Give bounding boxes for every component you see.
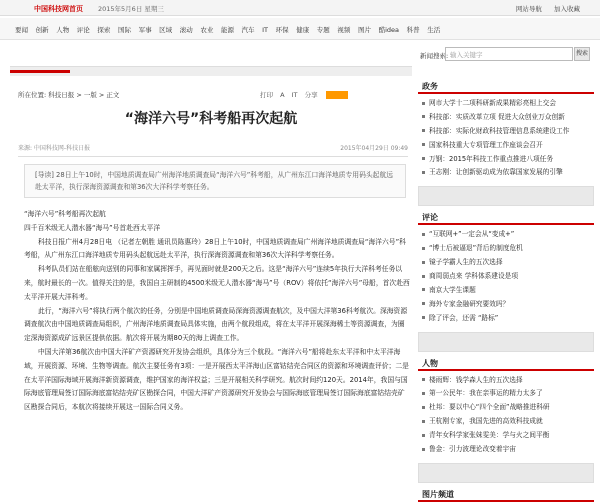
sidebar-link[interactable]: 海外专家金融研究要效吗？ <box>422 298 594 312</box>
top-bar <box>0 0 600 16</box>
nav-item[interactable]: 专题 <box>316 26 330 34</box>
bullet-icon <box>422 275 425 278</box>
main-nav <box>0 18 600 40</box>
bullet-icon <box>422 302 425 305</box>
sidebar-link[interactable]: 万钢：2015年科技工作重点推进八项任务 <box>422 153 594 167</box>
sidebar-list <box>418 94 594 183</box>
sidebar-link[interactable]: 楼雨辉：钱学森人生的五次选择 <box>422 374 594 388</box>
nav-item[interactable]: 探索 <box>97 26 111 34</box>
nav-item[interactable]: 酷idea <box>378 26 399 34</box>
nav-item[interactable]: 评论 <box>76 26 90 34</box>
sidebar-link[interactable]: 镜子学霸人生的五次选择 <box>422 256 594 270</box>
bullet-icon <box>422 316 425 319</box>
bullet-icon <box>422 434 425 437</box>
divider <box>18 156 408 157</box>
article-paragraph: 四千百米级无人潜水器“海马”号首赴西太平洋 <box>24 223 161 232</box>
bullet-icon <box>422 448 425 451</box>
nav-item[interactable]: 区域 <box>159 26 173 34</box>
search-label: 新闻搜索: <box>420 52 449 60</box>
sidebar-section-title: 评论 <box>418 209 594 225</box>
nav-item[interactable]: 健康 <box>296 26 310 34</box>
banner-strip <box>10 66 412 76</box>
share-label: 分享 <box>304 91 318 99</box>
sidebar-section-title: 政务 <box>418 78 594 94</box>
nav-list <box>15 25 448 34</box>
article-time: 2015年04月29日 09:49 <box>340 145 408 152</box>
nav-item[interactable]: 图片 <box>357 26 371 34</box>
sidebar-link[interactable]: 王杭刚专家，我国先进的高效科技成就 <box>422 415 594 429</box>
bullet-icon <box>422 406 425 409</box>
bullet-icon <box>422 157 425 160</box>
article-paragraph: “海洋六号”科考船再次起航 <box>24 210 106 218</box>
bullet-icon <box>422 247 425 250</box>
font-size-button[interactable]: A <box>280 91 285 99</box>
article-lead: [导读] 28日上午10时，中国地质调查局广州海洋地质调查局“海洋六号”科考船，从广州东江口海洋地质专用码头起航远赴太平洋，执行深海资源调查和第36次大洋科学考察任务。 <box>24 164 406 198</box>
banner-accent <box>10 70 70 73</box>
sidebar-link[interactable]: 青年女科学家张妹雯美：学与火之间平衡 <box>422 429 594 443</box>
breadcrumb: 所在位置: 科技日报 > 一版 > 正文 <box>18 91 120 99</box>
sidebar-link[interactable]: 科技部：实质改革立项 促进大众创业万众创新 <box>422 111 594 125</box>
sidebar-list <box>418 371 594 460</box>
ad-slot[interactable] <box>418 463 594 483</box>
add-favorite-link[interactable]: 加入收藏 <box>554 5 580 13</box>
article-paragraph: 科考队员们站在船舷向送别的同事和家属挥挥手，再见面时就是200天之后。这是“海洋六号”连续5年执行大洋科考任务以来，航时最长的一次。值得关注的是，我国自主研制的4500米级无人潜水器“海马”号（ROV）将依托“海洋六号”母船，首次赴西太平洋开展大洋科考。 <box>24 265 410 301</box>
sidebar-link[interactable]: 第一公民年：我在亲事运的精力太多了 <box>422 387 594 401</box>
bullet-icon <box>422 171 425 174</box>
bullet-icon <box>422 129 425 132</box>
article-source: 来源: 中国科技网-科技日报 <box>18 145 91 152</box>
sidebar-link[interactable]: 除了评会，还需 “路标” <box>422 312 594 326</box>
nav-item[interactable]: 汽车 <box>241 26 255 34</box>
nav-item[interactable]: 创新 <box>35 26 49 34</box>
nav-item[interactable]: 生活 <box>427 26 441 34</box>
sidebar-section-title: 人物 <box>418 355 594 371</box>
sidebar-link[interactable]: 南京大学生课题 <box>422 284 594 298</box>
nav-item[interactable]: 环保 <box>275 26 289 34</box>
sidebar <box>418 78 594 502</box>
article-paragraph: 此行，“海洋六号”将执行两个航次的任务，分别是中国地质调查局深海资源调查航次，及中国大洋第36科考航次。深海资源调查航次由中国地质调查局组织，广州海洋地质调查局具体实施，由两个航段组成，将在太平洋开展深海稀土等资源调查，为圈定深海资源成矿远景区提供依据。航次将开展为期80天的海上调查工作。 <box>24 306 408 343</box>
search-row <box>0 44 600 64</box>
top-links <box>506 4 580 13</box>
bullet-icon <box>422 233 425 236</box>
font-style-button[interactable]: IT <box>291 91 298 99</box>
nav-item[interactable]: 要闻 <box>15 26 28 34</box>
sidebar-link[interactable]: 王志刚：让创新驱动成为依靠国家发展的引擎 <box>422 166 594 180</box>
sidebar-link[interactable]: 国家科技重大专项管理工作座谈会召开 <box>422 139 594 153</box>
bullet-icon <box>422 378 425 381</box>
home-link[interactable]: 中国科技网首页 <box>34 5 83 13</box>
sidebar-section-title: 图片频道 <box>418 486 594 502</box>
print-button[interactable]: 打印 <box>260 91 273 99</box>
nav-item[interactable]: 能源 <box>220 26 234 34</box>
sidebar-link[interactable]: 商周弱点来 学科体系建设是项 <box>422 270 594 284</box>
article-body <box>24 208 410 415</box>
sidebar-link[interactable]: 科技部：实际化财政科技管理信息系统建设工作 <box>422 125 594 139</box>
nav-item[interactable]: 人物 <box>56 26 70 34</box>
nav-item[interactable]: 科普 <box>406 26 420 34</box>
nav-item[interactable]: 视频 <box>337 26 351 34</box>
nav-item[interactable]: IT <box>262 26 269 34</box>
sidebar-link[interactable]: “互联网+”一定会从“变成+” <box>422 228 594 242</box>
bullet-icon <box>422 115 425 118</box>
sidebar-list <box>418 225 594 328</box>
nav-item[interactable]: 农业 <box>200 26 214 34</box>
nav-item[interactable]: 国际 <box>117 26 131 34</box>
current-date: 2015年5月6日 星期三 <box>98 5 164 13</box>
ad-slot[interactable] <box>418 332 594 352</box>
search-input[interactable]: 输入关键字 <box>445 47 573 61</box>
sidebar-link[interactable]: 鲁金：引力波理论改变着宇宙 <box>422 443 594 457</box>
bullet-icon <box>422 143 425 146</box>
share-icon[interactable] <box>326 91 348 99</box>
search-button[interactable]: 搜索 <box>574 47 590 61</box>
site-nav-link[interactable]: 网站导航 <box>515 5 542 13</box>
article-paragraph: 科技日报广州4月28日电 （记者左朝胜 通讯员陈惠玲）28日上午10时，中国地质调查局广州海洋地质调查局“海洋六号”科考船，从广州东江口海洋地质专用码头起航远赴太平洋，执行深海资源调查和第36次大洋科学考察任务。 <box>24 237 406 260</box>
nav-item[interactable]: 军事 <box>138 26 152 34</box>
bullet-icon <box>422 392 425 395</box>
sidebar-link[interactable]: “博士后被逼退”背后的制度危机 <box>422 242 594 256</box>
nav-item[interactable]: 滚动 <box>179 26 193 34</box>
article-tools <box>260 90 353 99</box>
article-title: “海洋六号”科考船再次起航 <box>124 111 298 127</box>
sidebar-link[interactable]: 网市大学十二项科研新成果精彩亮相上交会 <box>422 97 594 111</box>
bullet-icon <box>422 261 425 264</box>
ad-slot[interactable] <box>418 186 594 206</box>
bullet-icon <box>422 288 425 291</box>
bullet-icon <box>422 102 425 105</box>
sidebar-link[interactable]: 杜邦：要以中心“四个全面”战略推进科研 <box>422 401 594 415</box>
article-paragraph: 中国大洋第36航次由中国大洋矿产资源研究开发协会组织，具体分为三个航段。“海洋六号”船将赴东太平洋和中太平洋海域，开展资源、环境、生物等调查。航次主要任务有3项：一是开展西太平洋海山区富钴结壳合同区的资源和环境调查评价；二是在太平洋国际海域开展海洋新资源调查，维护国家的海洋权益；三是开展相关科学研究。航次时间约120天。2014年，我国与国际海底管理局签订国际海底富钴结壳矿区勘探合同，中国大洋矿产资源研究开发协会与国际海底管理局签订国际海底富钴结壳矿区勘探合同后，本航次将接续开展这一国际合同义务。 <box>24 347 409 412</box>
bullet-icon <box>422 420 425 423</box>
